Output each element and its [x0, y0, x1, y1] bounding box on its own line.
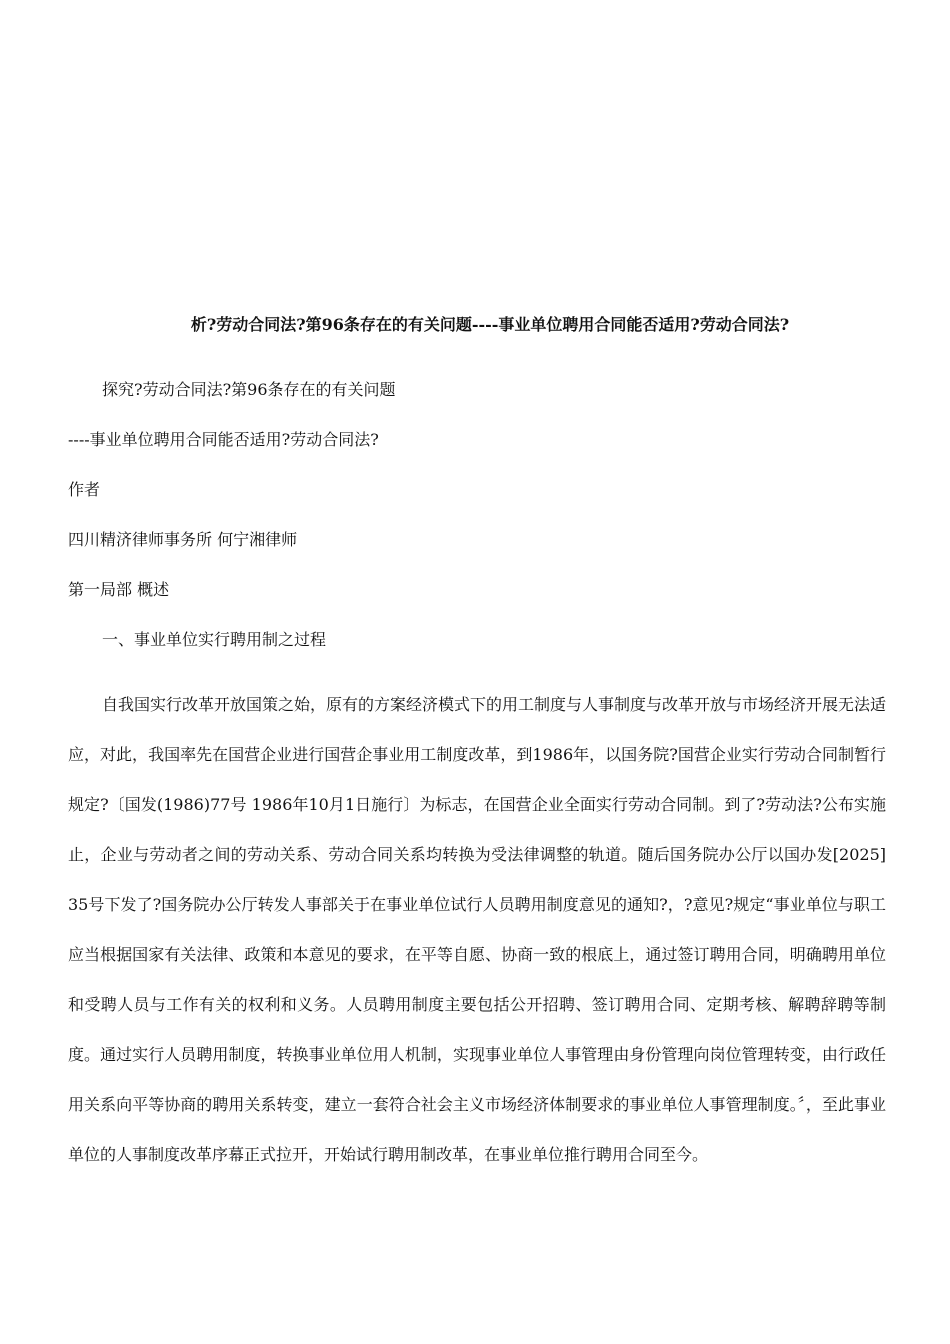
section-heading: 第一局部 概述: [68, 580, 170, 599]
author-label: 作者: [68, 480, 101, 499]
author-name: 四川精济律师事务所 何宁湘律师: [68, 530, 298, 549]
body-paragraph: 自我国实行改革开放国策之始，原有的方案经济模式下的用工制度与人事制度与改革开放与市场经济开展无法适应，对此，我国率先在国营企业进行国营企事业用工制度改革，到1986年，以国务院?国营企业实行劳动合同制暂行规定?〔国发(1986)77号 1986年10月1日施行〕为标志，在国营企业全面实行劳动合同制。到了?劳动法?公布实施止，企业与劳动者之间的劳动关系、劳动合同关系均转换为受法律调整的轨道。随后国务院办公厅以国办发[2025] 35号下发了?国务院办公厅转发人事部关于在事业单位试行人员聘用制度意见的通知?，?意见?规定“事业单位与职工应当根据国家有关法律、政策和本意见的要求，在平等自愿、协商一致的根底上，通过签订聘用合同，明确聘用单位和受聘人员与工作有关的权利和义务。人员聘用制度主要包括公开招聘、签订聘用合同、定期考核、解聘辞聘等制度。通过实行人员聘用制度，转换事业单位用人机制，实现事业单位人事管理由身份管理向岗位管理转变，由行政任用关系向平等协商的聘用关系转变，建立一套符合社会主义市场经济体制要求的事业单位人事管理制度。〞，至此事业单位的人事制度改革序幕正式拉开，开始试行聘用制改革，在事业单位推行聘用合同至今。: [68, 695, 887, 1164]
subtitle-line: 探究?劳动合同法?第96条存在的有关问题: [102, 380, 396, 399]
subtitle-continuation: ----事业单位聘用合同能否适用?劳动合同法?: [68, 430, 379, 449]
document-title: 析?劳动合同法?第96条存在的有关问题----事业单位聘用合同能否适用?劳动合同法?: [190, 315, 790, 334]
subsection-heading: 一、事业单位实行聘用制之过程: [102, 630, 327, 649]
